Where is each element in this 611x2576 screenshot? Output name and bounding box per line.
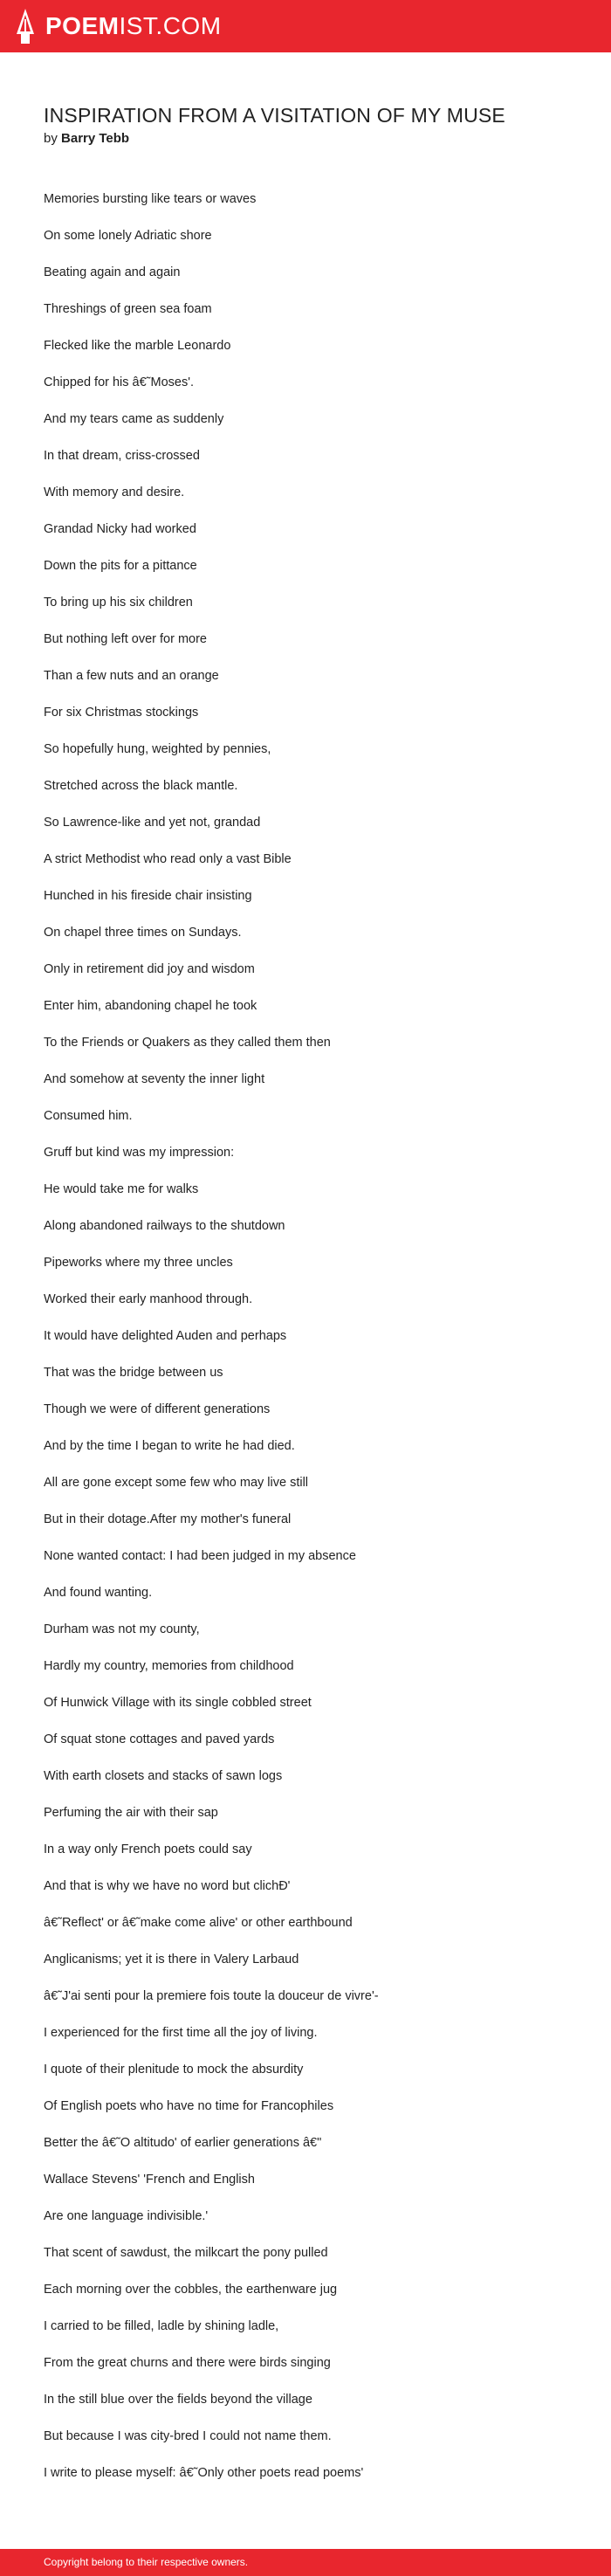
poem-line: Better the â€˜O altitudo' of earlier generations â€" bbox=[44, 2136, 322, 2150]
poem-line: But in their dotage.After my mother's funeral bbox=[44, 1512, 292, 1526]
poem-line: To the Friends or Quakers as they called them then bbox=[44, 1036, 331, 1050]
poem-line: Down the pits for a pittance bbox=[44, 559, 197, 573]
poem-line: To bring up his six children bbox=[44, 596, 193, 610]
poem-line: On chapel three times on Sundays. bbox=[44, 926, 242, 940]
poem-line: All are gone except some few who may live still bbox=[44, 1476, 309, 1490]
site-footer bbox=[0, 2549, 611, 2576]
by-prefix: by bbox=[44, 131, 58, 146]
poem-line: From the great churns and there were birds singing bbox=[44, 2356, 331, 2370]
poem-line: â€˜Reflect' or â€˜make come alive' or other earthbound bbox=[44, 1916, 353, 1930]
poem-line: None wanted contact: I had been judged in my absence bbox=[44, 1549, 356, 1563]
poem-line: He would take me for walks bbox=[44, 1182, 199, 1196]
poem-line: But nothing left over for more bbox=[44, 632, 207, 646]
poem-line: For six Christmas stockings bbox=[44, 706, 199, 720]
poem-line: I quote of their plenitude to mock the absurdity bbox=[44, 2063, 304, 2077]
poem-line: That scent of sawdust, the milkcart the pony pulled bbox=[44, 2246, 328, 2260]
poem-line: I experienced for the first time all the joy of living. bbox=[44, 2026, 318, 2040]
logo-text-light: IST.COM bbox=[119, 12, 222, 39]
poem-line: So Lawrence-like and yet not, grandad bbox=[44, 816, 261, 830]
poem-line: On some lonely Adriatic shore bbox=[44, 229, 212, 243]
poem-line: In the still blue over the fields beyond the village bbox=[44, 2393, 312, 2407]
poem-line: So hopefully hung, weighted by pennies, bbox=[44, 742, 271, 756]
poem-line: And that is why we have no word but clichÐ' bbox=[44, 1879, 291, 1893]
logo-text-bold: POEM bbox=[45, 12, 120, 39]
logo-wordmark bbox=[45, 8, 222, 45]
byline bbox=[44, 130, 576, 148]
poem-line: Stretched across the black mantle. bbox=[44, 779, 238, 793]
poem-line: Along abandoned railways to the shutdown bbox=[44, 1219, 285, 1233]
poem-line: Chipped for his â€˜Moses'. bbox=[44, 375, 195, 389]
poem-line: Enter him, abandoning chapel he took bbox=[44, 999, 257, 1013]
poem-line: And my tears came as suddenly bbox=[44, 412, 224, 426]
poem-line: And somehow at seventy the inner light bbox=[44, 1072, 265, 1086]
poem-line: Though we were of different generations bbox=[44, 1402, 271, 1416]
poem-line: Worked their early manhood through. bbox=[44, 1292, 253, 1306]
poem-line: And by the time I began to write he had died. bbox=[44, 1439, 295, 1453]
poem-heading bbox=[44, 103, 576, 148]
poem-line: But because I was city-bred I could not name them. bbox=[44, 2429, 332, 2443]
site-header bbox=[0, 0, 611, 52]
poem-line: With earth closets and stacks of sawn logs bbox=[44, 1769, 283, 1783]
poem-line: Each morning over the cobbles, the earthenware jug bbox=[44, 2283, 338, 2297]
poem-line: Of squat stone cottages and paved yards bbox=[44, 1732, 275, 1746]
poem-line: Of English poets who have no time for Francophiles bbox=[44, 2099, 334, 2113]
copyright-text: Copyright belong to their respective owners. bbox=[44, 2556, 249, 2568]
poem-line: I write to please myself: â€˜Only other poets read poems' bbox=[44, 2466, 364, 2480]
poem-line: â€˜J'ai senti pour la premiere fois toute la douceur de vivre'- bbox=[44, 1989, 379, 2003]
poem-line: That was the bridge between us bbox=[44, 1366, 223, 1380]
poem-line: Pipeworks where my three uncles bbox=[44, 1256, 233, 1270]
poem-line: In that dream, criss-crossed bbox=[44, 449, 200, 463]
poem-line: A strict Methodist who read only a vast Bible bbox=[44, 852, 292, 866]
poem-title: INSPIRATION FROM A VISITATION OF MY MUSE bbox=[44, 104, 505, 127]
poem-line: Than a few nuts and an orange bbox=[44, 669, 219, 683]
poem-body bbox=[44, 190, 576, 2501]
poem-line: Are one language indivisible.' bbox=[44, 2209, 209, 2223]
poem-line: Hardly my country, memories from childhood bbox=[44, 1659, 294, 1673]
poem-line: Wallace Stevens' 'French and English bbox=[44, 2173, 255, 2187]
author-name[interactable]: Barry Tebb bbox=[61, 131, 130, 146]
poem-line: Of Hunwick Village with its single cobbled street bbox=[44, 1696, 312, 1710]
poem-line: Grandad Nicky had worked bbox=[44, 522, 196, 536]
poem-line: Flecked like the marble Leonardo bbox=[44, 339, 231, 353]
poem-line: Threshings of green sea foam bbox=[44, 302, 212, 316]
poem-line: Consumed him. bbox=[44, 1109, 133, 1123]
poem-line: Only in retirement did joy and wisdom bbox=[44, 962, 255, 976]
poem-line: With memory and desire. bbox=[44, 486, 185, 499]
poem-line: I carried to be filled, ladle by shining ladle, bbox=[44, 2319, 279, 2333]
poem-line: It would have delighted Auden and perhaps bbox=[44, 1329, 287, 1343]
poem-line: Hunched in his fireside chair insisting bbox=[44, 889, 252, 903]
poem-line: Memories bursting like tears or waves bbox=[44, 192, 257, 206]
pen-nib-icon bbox=[16, 8, 35, 45]
poem-line: And found wanting. bbox=[44, 1586, 153, 1600]
poem-line: Anglicanisms; yet it is there in Valery Larbaud bbox=[44, 1953, 299, 1966]
poem-line: Beating again and again bbox=[44, 265, 181, 279]
poem-line: In a way only French poets could say bbox=[44, 1842, 252, 1856]
poem-line: Perfuming the air with their sap bbox=[44, 1806, 218, 1820]
poem-line: Durham was not my county, bbox=[44, 1622, 200, 1636]
site-logo[interactable] bbox=[16, 8, 222, 45]
poem-line: Gruff but kind was my impression: bbox=[44, 1146, 235, 1160]
